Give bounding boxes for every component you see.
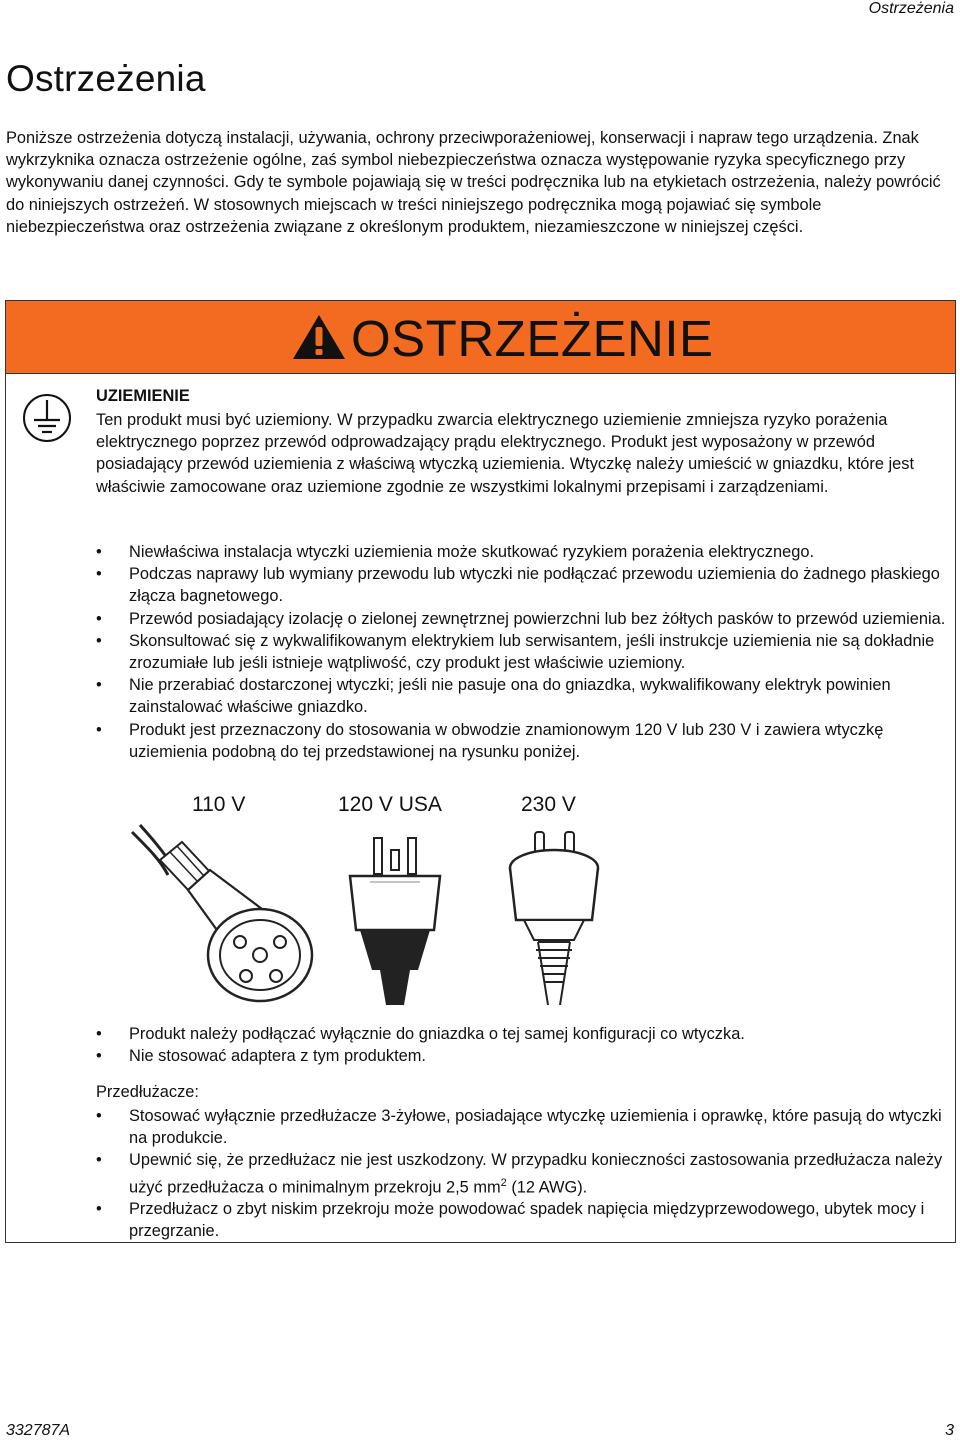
plug-label-230v: 230 V [521,793,576,816]
list-item: • Nie stosować adaptera z tym produktem. [96,1045,946,1067]
footer-doc-number: 332787A [6,1422,71,1439]
exclamation-triangle-icon [292,314,346,360]
plug-label-120v: 120 V USA [338,793,442,816]
list-item: • Przewód posiadający izolację o zielonej zewnętrznej powierzchni lub bez żółtych pasków to przewód uziemienia. [96,608,946,630]
intro-paragraph: Poniższe ostrzeżenia dotyczą instalacji, używania, ochrony przeciwporażeniowej, konserwacji i napraw tego urządzenia. Znak wykrzyknika oznacza ostrzeżenie ogólne, zaś symbol niebezpieczeństwa oznacza występowanie ryzyka specyficznego przy wykonywaniu danej czynności. Gdy te symbole pojawiają się w treści podręcznika lub na etykietach ostrzeżenia, należy powrócić do niniejszych ostrzeżeń. W stosownych miejscach w treści niniejszego podręcznika mogą pojawiać się symbole niebezpieczeństwa oraz ostrzeżenia związane z określonym produktem, niezamieszczone w niniejszej części. [6,129,941,236]
grounding-bullets [96,541,946,763]
list-item: • Produkt jest przeznaczony do stosowania w obwodzie znamionowym 120 V lub 230 V i zawiera wtyczkę uziemienia podobną do tej przedstawionej na rysunku poniżej. [96,719,946,763]
industrial-plug-icon [130,820,320,1005]
superscript: 2 [500,1176,507,1189]
list-item: • Niewłaściwa instalacja wtyczki uziemienia może skutkować ryzykiem porażenia elektrycznego. [96,541,946,563]
list-item: • Podczas naprawy lub wymiany przewodu lub wtyczki nie podłączać przewodu uziemienia do żadnego płaskiego złącza bagnetowego. [96,563,946,607]
list-item: • Skonsultować się z wykwalifikowanym elektrykiem lub serwisantem, jeśli instrukcje uziemienia nie są dokładnie zrozumiałe lub jeśli istnieje wątpliwość, czy produkt jest właściwie uziemiony. [96,630,946,674]
schuko-plug-icon [502,820,607,1005]
us-plug-icon [340,820,450,1005]
list-item: • Przedłużacz o zbyt niskim przekroju może powodować spadek napięcia międzyprzewodowego, ubytek mocy i przegrzanie. [96,1198,946,1242]
section-title-grounding: UZIEMIENIE [96,387,190,405]
extension-cords-label: Przedłużacze: [96,1083,199,1101]
warning-banner [6,301,955,374]
warning-banner-text: OSTRZEŻENIE [351,310,714,367]
grounding-paragraph: Ten produkt musi być uziemiony. W przypadku zwarcia elektrycznego uziemienie zmniejsza ryzyko porażenia elektrycznego poprzez przewód odprowadzający prądu elektrycznego. Produkt jest wyposażony w przewód posiadający przewód uziemienia z właściwą wtyczką uziemienia. Wtyczkę należy umieścić w gniazdku, które jest właściwie zamocowane oraz uziemione zgodnie ze wszystkimi lokalnymi przepisami i zarządzeniami. [96,411,915,496]
awg-text: (12 AWG). [506,1178,588,1197]
footer-page-number: 3 [945,1422,954,1439]
list-item-text: Upewnić się, że przedłużacz nie jest uszkodzony. W przypadku konieczności zastosowania przedłużacza należy użyć przedłużacza o minimalnym przekroju 2,5 mm [129,1151,943,1197]
page-title: Ostrzeżenia [6,58,206,99]
extension-bullets [96,1105,946,1243]
list-item: • Nie przerabiać dostarczonej wtyczki; jeśli nie pasuje ona do gniazdka, wykwalifikowany elektryk powinien zainstalować właściwe gniazdko. [96,674,946,718]
list-item [96,1149,946,1198]
ground-symbol-icon [22,393,72,443]
list-item: • Produkt należy podłączać wyłącznie do gniazdka o tej samej konfiguracji co wtyczka. [96,1023,946,1045]
list-item: • Stosować wyłącznie przedłużacze 3-żyłowe, posiadające wtyczkę uziemienia i oprawkę, które pasują do wtyczki na produkcie. [96,1105,946,1149]
connection-bullets [96,1023,946,1067]
running-header: Ostrzeżenia [868,0,954,17]
plug-label-110v: 110 V [192,793,246,816]
